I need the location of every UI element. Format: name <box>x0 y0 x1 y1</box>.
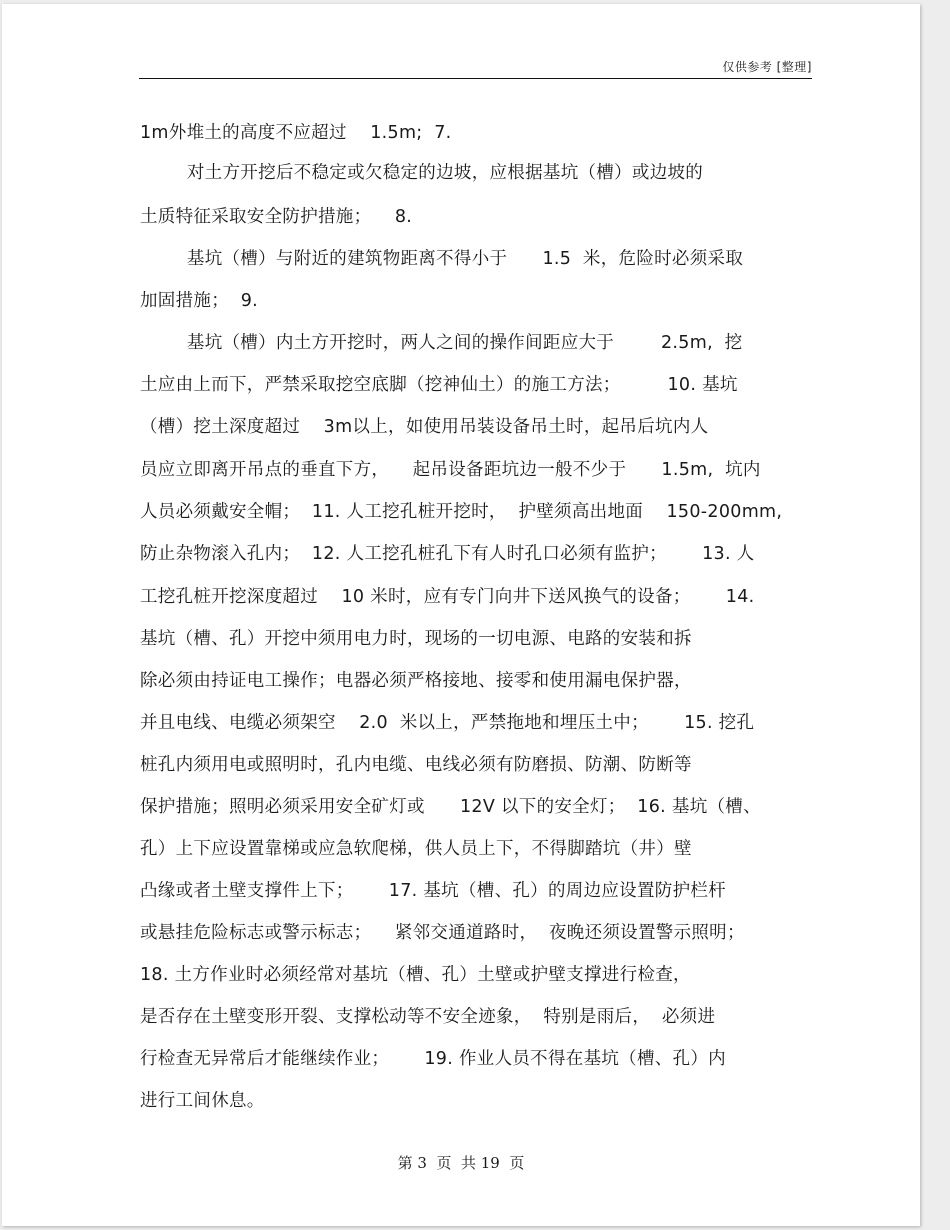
header-divider <box>139 78 812 79</box>
text-line: 保护措施；照明必须采用安全矿灯或 12V 以下的安全灯； 16. 基坑（槽、 <box>140 797 761 817</box>
text-line: 凸缘或者土壁支撑件上下； 17. 基坑（槽、孔）的周边应设置防护栏杆 <box>140 881 726 901</box>
text-line: 除必须由持证电工操作；电器必须严格接地、接零和使用漏电保护器， <box>140 671 692 691</box>
page-number-footer: 第 3 页 共 19 页 <box>397 1154 525 1172</box>
text-line: 土质特征采取安全防护措施； 8. <box>140 207 413 227</box>
text-line: 1m外堆土的高度不应超过 1.5m; 7. <box>140 123 452 143</box>
text-line: 桩孔内须用电或照明时，孔内电缆、电线必须有防磨损、防潮、防断等 <box>140 755 692 775</box>
text-line: 是否存在土壁变形开裂、支撑松动等不安全迹象， 特别是雨后， 必须进 <box>140 1007 716 1027</box>
text-line: 基坑（槽）与附近的建筑物距离不得小于 1.5 米，危险时必须采取 <box>140 249 744 269</box>
text-line: 并且电线、电缆必须架空 2.0 米以上，严禁拖地和埋压土中； 15. 挖孔 <box>140 713 755 733</box>
text-line: 员应立即离开吊点的垂直下方， 起吊设备距坑边一般不少于 1.5m, 坑内 <box>140 460 761 480</box>
text-line: 人员必须戴安全帽； 11. 人工挖孔桩开挖时， 护壁须高出地面 150-200mm, <box>140 502 783 522</box>
text-line: 对土方开挖后不稳定或欠稳定的边坡，应根据基坑（槽）或边坡的 <box>140 163 704 183</box>
text-line: 土应由上而下，严禁采取挖空底脚（挖神仙土）的施工方法； 10. 基坑 <box>140 375 738 395</box>
text-line: 工挖孔桩开挖深度超过 10 米时，应有专门向井下送风换气的设备； 14. <box>140 587 755 607</box>
text-line: 或悬挂危险标志或警示标志； 紧邻交通道路时， 夜晚还须设置警示照明； <box>140 923 745 943</box>
text-line: 基坑（槽）内土方开挖时，两人之间的操作间距应大于 2.5m, 挖 <box>140 333 743 353</box>
document-page <box>2 4 920 1226</box>
text-line: 孔）上下应设置靠梯或应急软爬梯，供人员上下，不得脚踏坑（井）壁 <box>140 839 692 859</box>
header-note: 仅供参考 [整理] <box>722 60 812 74</box>
text-line: 防止杂物滚入孔内； 12. 人工挖孔桩孔下有人时孔口必须有监护； 13. 人 <box>140 544 755 564</box>
text-line: 行检查无异常后才能继续作业； 19. 作业人员不得在基坑（槽、孔）内 <box>140 1049 726 1069</box>
text-line: 加固措施； 9. <box>140 291 259 311</box>
text-line: （槽）挖土深度超过 3m以上，如使用吊装设备吊土时，起吊后坑内人 <box>140 417 709 437</box>
text-line: 基坑（槽、孔）开挖中须用电力时，现场的一切电源、电路的安装和拆 <box>140 629 692 649</box>
text-line: 18. 土方作业时必须经常对基坑（槽、孔）土壁或护壁支撑进行检查， <box>140 965 691 985</box>
text-line: 进行工间休息。 <box>140 1091 265 1111</box>
